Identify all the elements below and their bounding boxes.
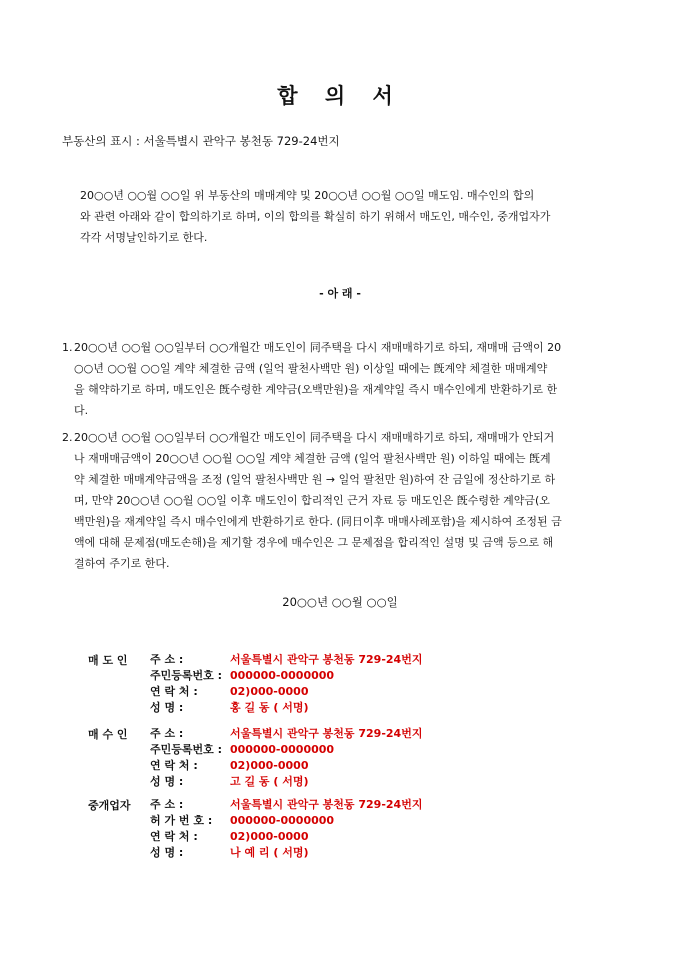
clause-2 (62, 427, 622, 574)
field-label: 주 소 : (150, 653, 184, 666)
field-value: 02)000-0000 (230, 759, 309, 772)
intro-paragraph (80, 185, 622, 248)
party-row-name (150, 774, 309, 790)
intro-line: 와 관련 아래와 같이 합의하기로 하며, 이의 합의를 확실히 하기 위해서 매도인, 매수인, 중개업자가 (80, 210, 551, 223)
field-value: 서울특별시 관악구 봉천동 729-24번지 (230, 727, 423, 740)
field-value: 02)000-0000 (230, 685, 309, 698)
field-value: 000000-0000000 (230, 743, 335, 756)
party-row-license (150, 813, 334, 829)
field-value: 서울특별시 관악구 봉천동 729-24번지 (230, 653, 423, 666)
field-value: 나 예 리 ( 서명) (230, 846, 309, 859)
field-label: 허 가 번 호 : (150, 814, 213, 827)
party-row-contact (150, 684, 308, 700)
clause-line: 약 체결한 매매계약금액을 조정 (일억 팔천사백만 원 → 일억 팔천만 원)하여 잔 금일에 정산하기로 하 (74, 473, 556, 486)
field-label: 연 락 처 : (150, 685, 198, 698)
clause-number: 2. (62, 431, 73, 444)
party-row-contact (150, 758, 308, 774)
clause-1 (62, 337, 622, 421)
agreement-date: 20○○년 ○○월 ○○일 (282, 595, 398, 609)
property-description: 부동산의 표시 : 서울특별시 관악구 봉천동 729-24번지 (62, 134, 340, 148)
clause-line: 다. (74, 404, 89, 417)
clause-line: 결하여 주기로 한다. (74, 557, 170, 570)
clause-line: ○○년 ○○월 ○○일 계약 체결한 금액 (일억 팔천사백만 원) 이상일 때에는 旣계약 체결한 매매계약 (74, 362, 548, 375)
field-label: 주민등록번호 : (150, 743, 222, 756)
clause-line: 며, 만약 20○○년 ○○월 ○○일 이후 매도인이 합리적인 근거 자료 등 매도인은 旣수령한 계약금(오 (74, 494, 550, 507)
section-heading-ahrae: - 아 래 - (319, 287, 361, 300)
field-label: 주 소 : (150, 727, 184, 740)
clause-line: 20○○년 ○○월 ○○일부터 ○○개월간 매도인이 同주택을 다시 재매매하기로 하되, 재매매가 안되거 (74, 431, 555, 444)
party-role: 중개업자 (88, 799, 131, 812)
clause-line: 을 해약하기로 하며, 매도인은 旣수령한 계약금(오백만원)을 재계약일 즉시 매수인에게 반환하기로 한 (74, 383, 558, 396)
party-role: 매 도 인 (88, 654, 128, 667)
clause-line: 20○○년 ○○월 ○○일부터 ○○개월간 매도인이 同주택을 다시 재매매하기로 하되, 재매매 금액이 20 (74, 341, 562, 354)
field-label: 주민등록번호 : (150, 669, 222, 682)
field-value: 홍 길 동 ( 서명) (230, 701, 309, 714)
intro-line: 20○○년 ○○월 ○○일 위 부동산의 매매계약 및 20○○년 ○○월 ○○일 매도임. 매수인의 합의 (80, 189, 535, 202)
party-row-name (150, 700, 309, 716)
clause-line: 백만원)을 재계약일 즉시 매수인에게 반환하기로 한다. (同日이후 매매사례포함)을 제시하여 조정된 금 (74, 515, 562, 528)
party-role: 매 수 인 (88, 728, 128, 741)
field-value: 000000-0000000 (230, 669, 335, 682)
field-value: 02)000-0000 (230, 830, 309, 843)
field-label: 주 소 : (150, 798, 184, 811)
party-row-address (150, 652, 422, 668)
field-label: 연 락 처 : (150, 759, 198, 772)
field-value: 서울특별시 관악구 봉천동 729-24번지 (230, 798, 423, 811)
field-label: 성 명 : (150, 775, 184, 788)
party-row-id (150, 742, 334, 758)
party-row-id (150, 668, 334, 684)
party-row-address (150, 726, 422, 742)
party-row-address (150, 797, 422, 813)
party-row-contact (150, 829, 308, 845)
intro-line: 각각 서명날인하기로 한다. (80, 231, 208, 244)
field-label: 성 명 : (150, 846, 184, 859)
clause-line: 나 재매매금액이 20○○년 ○○월 ○○일 계약 체결한 금액 (일억 팔천사백만 원) 이하일 때에는 旣계 (74, 452, 551, 465)
party-row-name (150, 845, 309, 861)
field-label: 연 락 처 : (150, 830, 198, 843)
clause-number: 1. (62, 341, 73, 354)
field-value: 000000-0000000 (230, 814, 335, 827)
field-value: 고 길 동 ( 서명) (230, 775, 309, 788)
document-title: 합 의 서 (277, 84, 403, 108)
clause-line: 액에 대해 문제점(매도손해)을 제기할 경우에 매수인은 그 문제점을 합리적인 설명 및 금액 등으로 해 (74, 536, 554, 549)
field-label: 성 명 : (150, 701, 184, 714)
